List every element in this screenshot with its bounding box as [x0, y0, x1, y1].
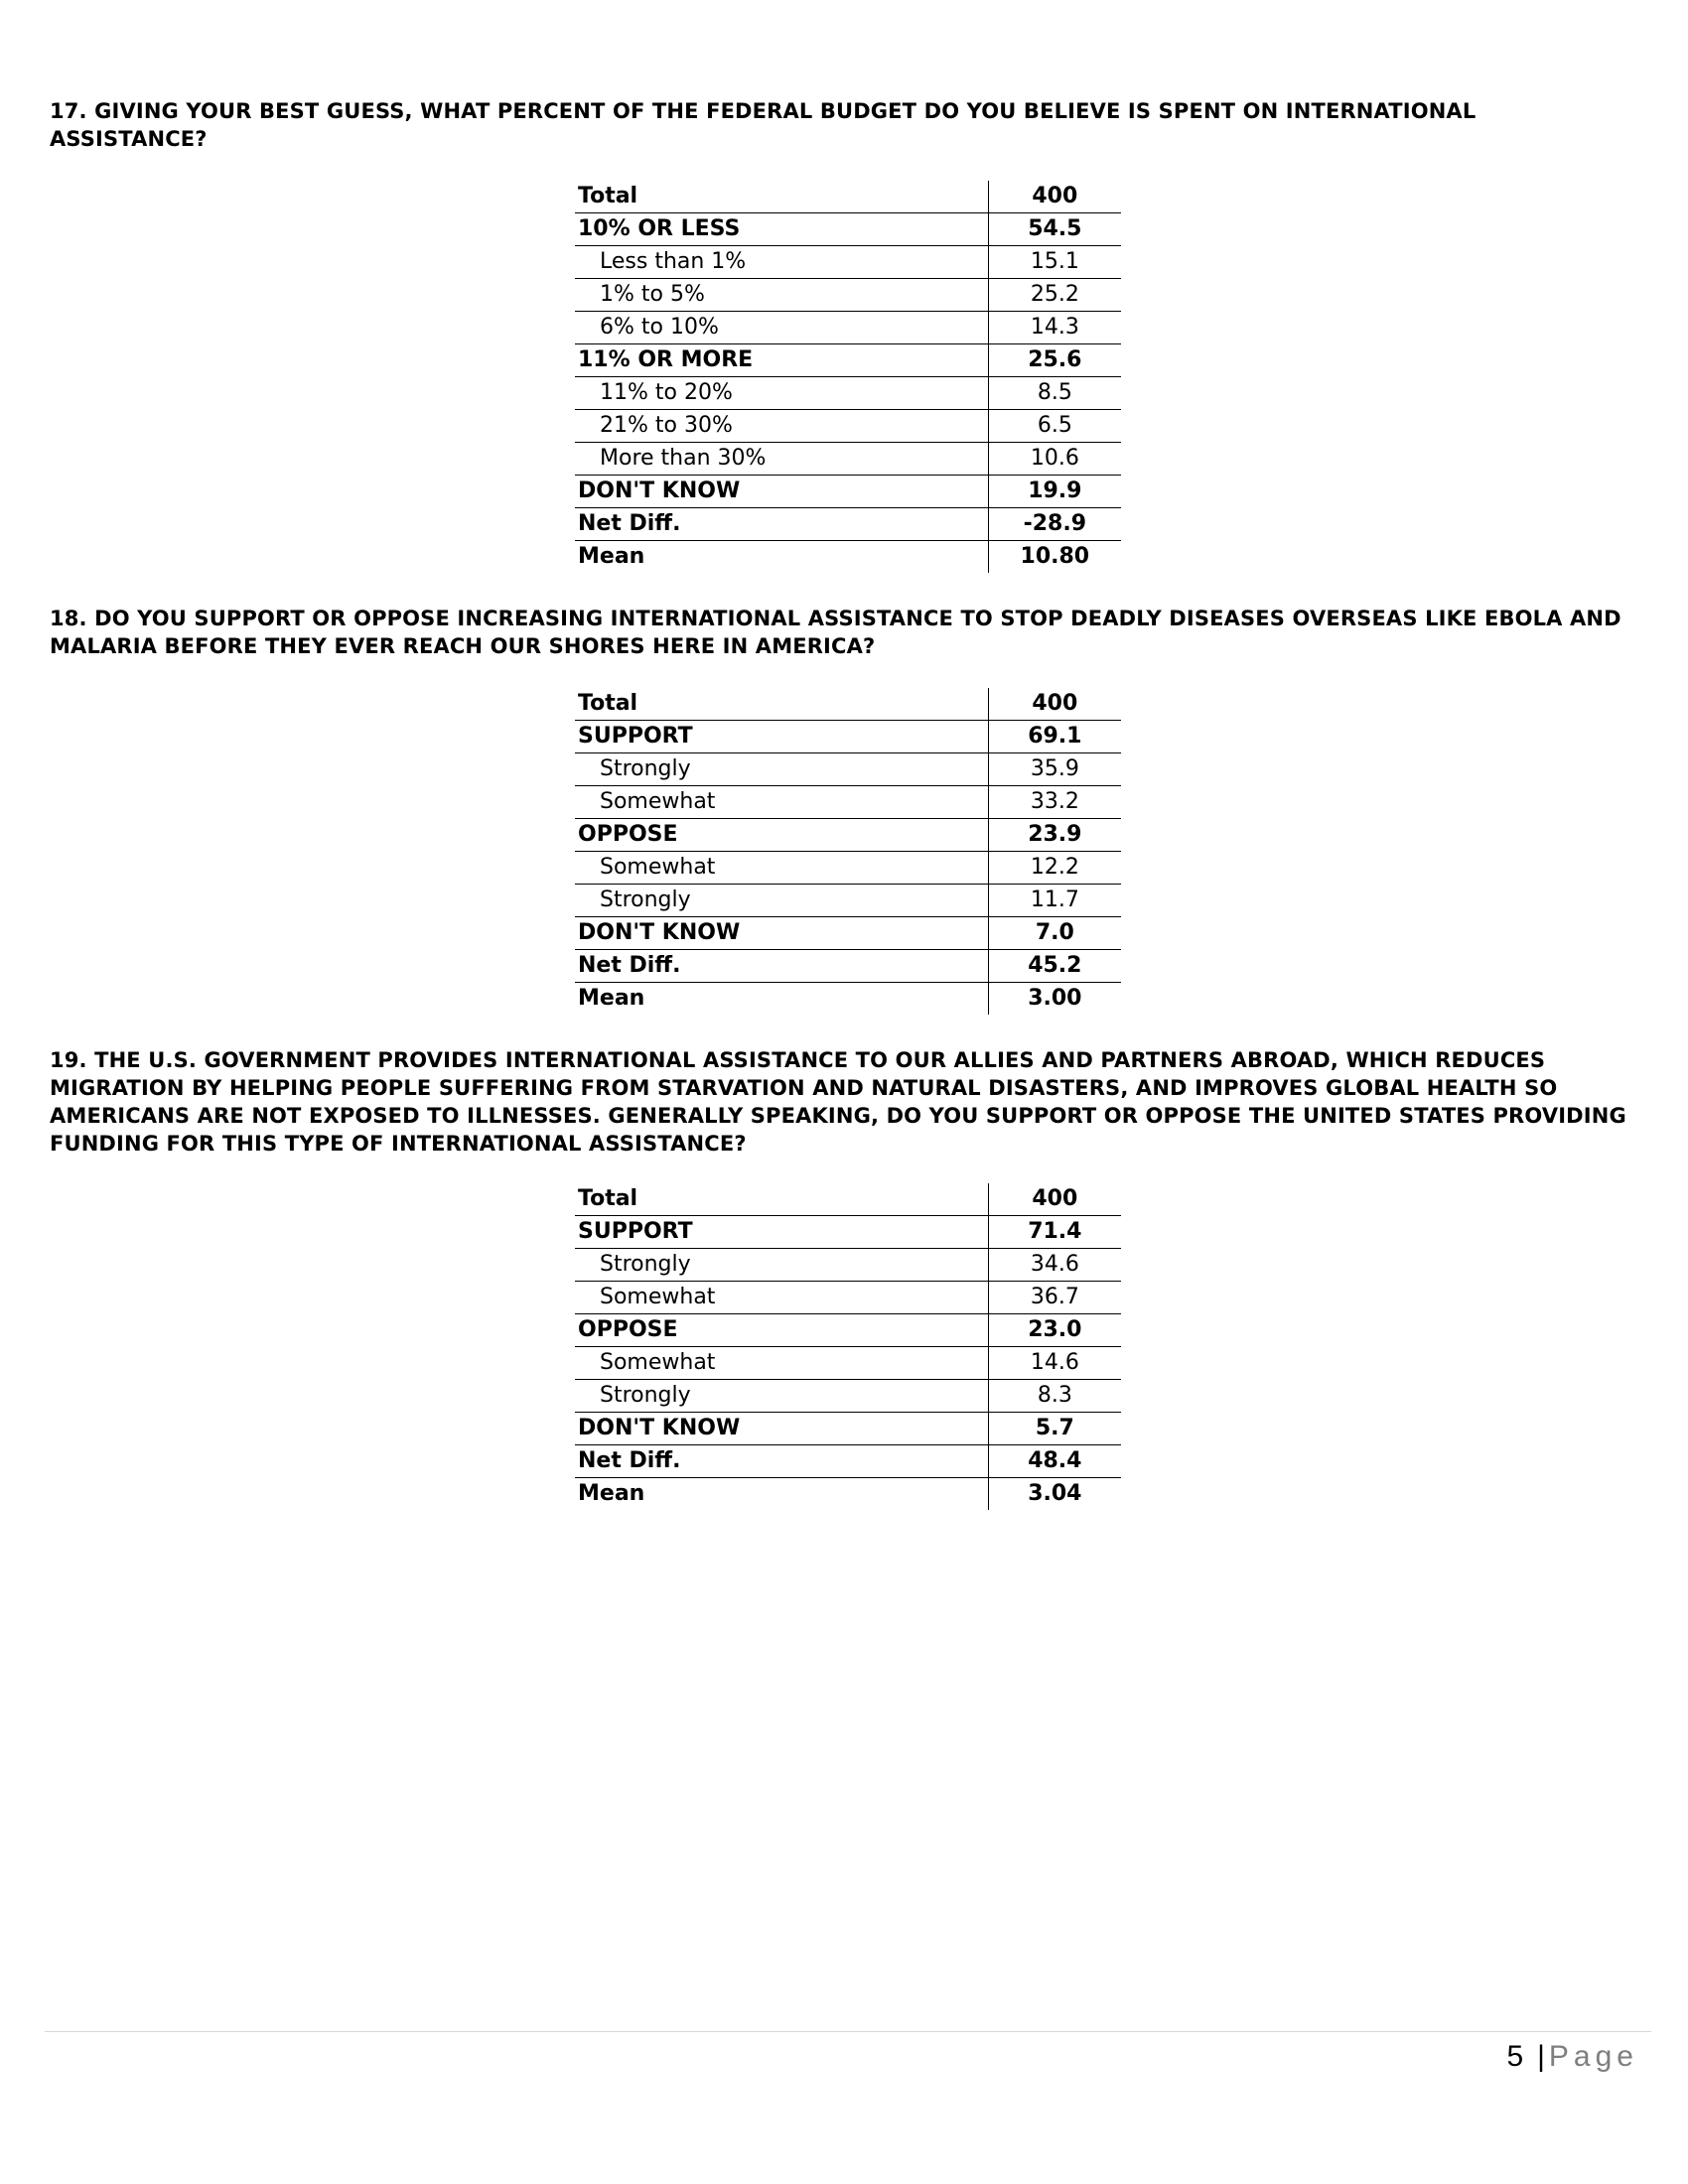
question-17-table	[575, 181, 1121, 573]
table-row	[575, 312, 1121, 344]
row-label: Strongly	[575, 1380, 988, 1413]
table-row	[575, 1314, 1121, 1347]
table-row	[575, 721, 1121, 753]
question-19-rows	[575, 1183, 1121, 1510]
row-value: 48.4	[988, 1445, 1121, 1478]
table-row	[575, 1249, 1121, 1282]
row-label: Net Diff.	[575, 1445, 988, 1478]
question-19-text: 19. THE U.S. GOVERNMENT PROVIDES INTERNATIONAL ASSISTANCE TO OUR ALLIES AND PARTNERS ABROAD, WHICH REDUCES MIGRATION BY HELPING PEOPLE SUFFERING FROM STARVATION AND NATURAL DISASTERS, AND IMPROVES GLOBAL HEALTH SO AMERICANS ARE NOT EXPOSED TO ILLNESSES. GENERALLY SPEAKING, DO YOU SUPPORT OR OPPOSE THE UNITED STATES PROVIDING FUNDING FOR THIS TYPE OF INTERNATIONAL ASSISTANCE?	[50, 1048, 1626, 1156]
row-label: Mean	[578, 1481, 645, 1506]
row-label: Somewhat	[575, 1282, 988, 1314]
row-label: Less than 1%	[575, 246, 988, 279]
row-value: 34.6	[988, 1249, 1121, 1282]
footer-divider	[45, 2031, 1651, 2032]
row-value: 15.1	[988, 246, 1121, 279]
row-label: 11% to 20%	[575, 377, 988, 410]
page-footer	[1506, 2037, 1638, 2077]
row-value: 45.2	[988, 950, 1121, 983]
row-value: 7.0	[988, 917, 1121, 950]
row-value: 71.4	[988, 1216, 1121, 1249]
row-value: 23.9	[988, 819, 1121, 852]
row-label: OPPOSE	[575, 1314, 988, 1347]
table-row	[575, 786, 1121, 819]
row-label: DON'T KNOW	[575, 1413, 988, 1445]
row-label: Somewhat	[575, 852, 988, 885]
row-value: 8.5	[988, 377, 1121, 410]
row-label: Net Diff.	[575, 950, 988, 983]
row-label: Net Diff.	[575, 508, 988, 541]
row-value: 69.1	[988, 721, 1121, 753]
table-row	[575, 688, 1121, 721]
row-value: 23.0	[988, 1314, 1121, 1347]
question-19-table	[575, 1183, 1121, 1510]
table-row	[575, 852, 1121, 885]
row-value: -28.9	[988, 508, 1121, 541]
row-label: Total	[575, 1183, 988, 1216]
row-label: 1% to 5%	[575, 279, 988, 312]
page-number: 5	[1506, 2040, 1524, 2073]
page-label: Page	[1548, 2040, 1638, 2073]
row-value: 400	[988, 181, 1121, 213]
row-value: 35.9	[988, 753, 1121, 786]
question-18-text: 18. DO YOU SUPPORT OR OPPOSE INCREASING INTERNATIONAL ASSISTANCE TO STOP DEADLY DISEASES OVERSEAS LIKE EBOLA AND MALARIA BEFORE THEY EVER REACH OUR SHORES HERE IN AMERICA?	[50, 607, 1621, 658]
row-value: 3.00	[988, 983, 1121, 1016]
row-label: Somewhat	[575, 1347, 988, 1380]
question-18-table	[575, 688, 1121, 1015]
row-label: DON'T KNOW	[575, 917, 988, 950]
row-label: 21% to 30%	[575, 410, 988, 443]
table-row	[575, 983, 1121, 1016]
table-row	[575, 753, 1121, 786]
table-row	[575, 885, 1121, 917]
table-row	[575, 1216, 1121, 1249]
row-value: 14.3	[988, 312, 1121, 344]
table-row	[575, 1183, 1121, 1216]
row-value: 33.2	[988, 786, 1121, 819]
row-value: 54.5	[988, 213, 1121, 246]
row-value: 6.5	[988, 410, 1121, 443]
row-label: Somewhat	[575, 786, 988, 819]
table-row	[575, 476, 1121, 508]
row-label: Mean	[578, 544, 645, 569]
table-row	[575, 1413, 1121, 1445]
row-label: DON'T KNOW	[575, 476, 988, 508]
row-value: 400	[988, 688, 1121, 721]
table-row	[575, 1445, 1121, 1478]
table-row	[575, 246, 1121, 279]
row-label: 10% OR LESS	[575, 213, 988, 246]
row-value: 25.2	[988, 279, 1121, 312]
table-row	[575, 279, 1121, 312]
row-value: 12.2	[988, 852, 1121, 885]
page-separator: |	[1537, 2040, 1545, 2073]
row-value: 8.3	[988, 1380, 1121, 1413]
row-label: SUPPORT	[575, 1216, 988, 1249]
table-row	[575, 181, 1121, 213]
table-row	[575, 377, 1121, 410]
question-18-rows	[575, 688, 1121, 1015]
table-row	[575, 1347, 1121, 1380]
table-row	[575, 213, 1121, 246]
row-label: Strongly	[575, 753, 988, 786]
row-value: 400	[988, 1183, 1121, 1216]
table-row	[575, 344, 1121, 377]
row-value: 19.9	[988, 476, 1121, 508]
row-value: 10.6	[988, 443, 1121, 476]
row-label: OPPOSE	[575, 819, 988, 852]
question-17-text: 17. GIVING YOUR BEST GUESS, WHAT PERCENT OF THE FEDERAL BUDGET DO YOU BELIEVE IS SPENT ON INTERNATIONAL ASSISTANCE?	[50, 99, 1477, 151]
question-17-rows	[575, 181, 1121, 573]
row-value: 3.04	[988, 1478, 1121, 1511]
row-label: SUPPORT	[575, 721, 988, 753]
table-row	[575, 508, 1121, 541]
table-row	[575, 917, 1121, 950]
row-label: Mean	[578, 986, 645, 1011]
table-row	[575, 410, 1121, 443]
row-value: 36.7	[988, 1282, 1121, 1314]
row-value: 14.6	[988, 1347, 1121, 1380]
row-label: 6% to 10%	[575, 312, 988, 344]
table-row	[575, 1282, 1121, 1314]
row-value: 25.6	[988, 344, 1121, 377]
row-label: More than 30%	[575, 443, 988, 476]
row-label: Strongly	[575, 1249, 988, 1282]
table-row	[575, 443, 1121, 476]
table-row	[575, 1478, 1121, 1511]
row-label: Strongly	[575, 885, 988, 917]
row-label: Total	[575, 181, 988, 213]
table-row	[575, 1380, 1121, 1413]
table-row	[575, 819, 1121, 852]
row-value: 11.7	[988, 885, 1121, 917]
row-value: 10.80	[988, 541, 1121, 574]
row-label: Total	[575, 688, 988, 721]
table-row	[575, 541, 1121, 574]
table-row	[575, 950, 1121, 983]
row-value: 5.7	[988, 1413, 1121, 1445]
row-label: 11% OR MORE	[575, 344, 988, 377]
